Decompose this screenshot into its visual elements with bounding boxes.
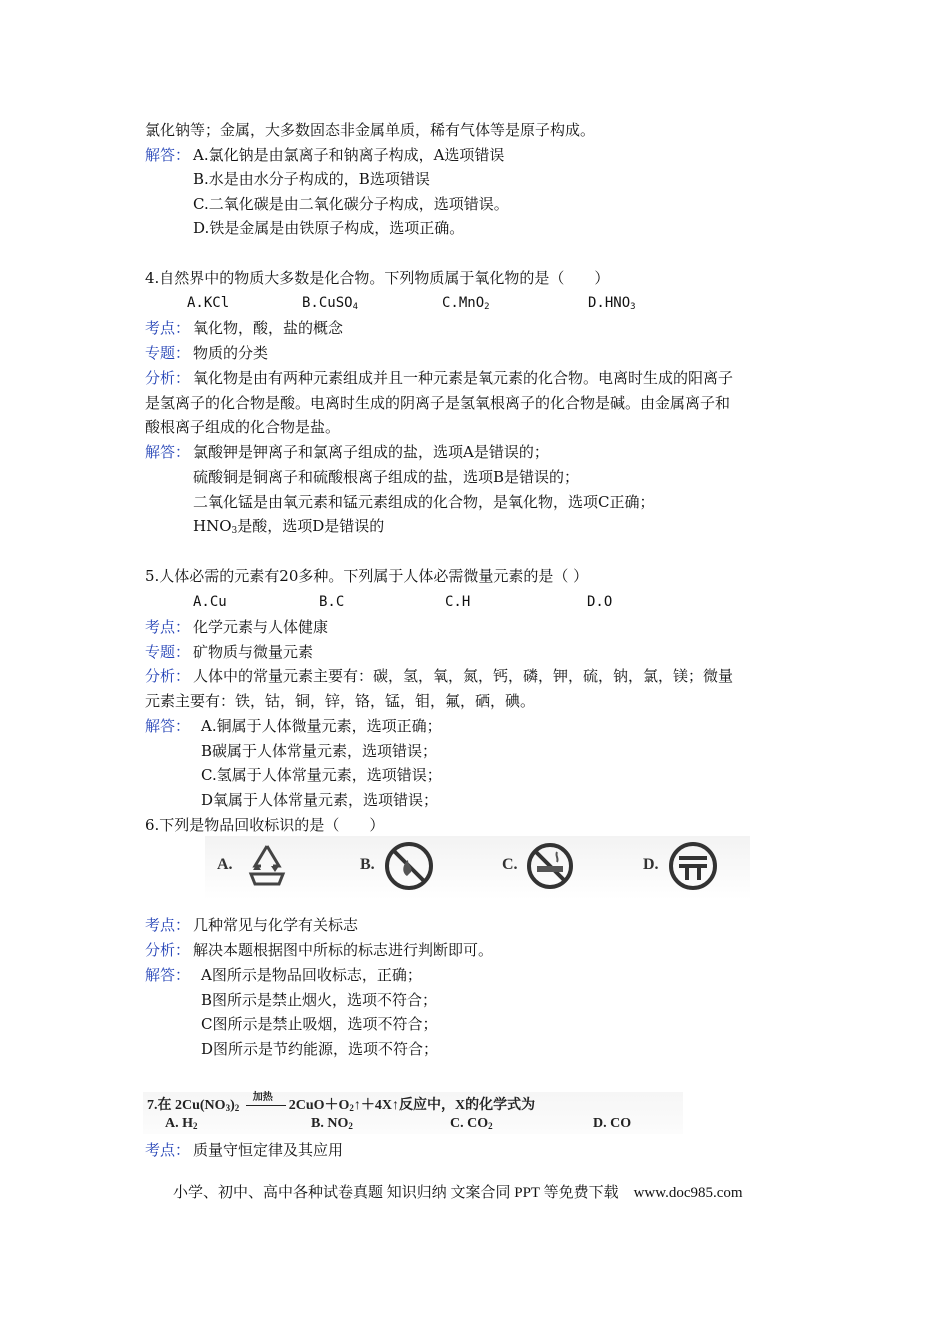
q5-answer-line-1: A.铜属于人体微量元素，选项正确； [201, 717, 442, 735]
q6-kaodian: 几种常见与化学有关标志 [193, 916, 359, 934]
q4-analysis-line-1: 氧化物是由有两种元素组成并且一种元素是氧元素的化合物。电离时生成的阳离子 [193, 369, 734, 387]
fig-letter-b: B. [360, 856, 375, 873]
q5-answer-line-4: D氧属于人体常量元素，选项错误； [201, 791, 439, 809]
answer-line-c: C.二氧化碳是由二氧化碳分子构成，选项错误。 [193, 195, 509, 213]
no-fire-icon [383, 840, 435, 892]
q4-answer-label: 解答： [145, 443, 191, 461]
answer-line-a: A.氯化钠是由氯离子和钠离子构成，A选项错误 [193, 146, 505, 164]
q4-option-d: $D.HNO_3$ [588, 295, 636, 312]
page-footer: 小学、初中、高中各种试卷真题 知识归纳 文案合同 PPT 等免费下载 www.doc985.com [173, 1185, 743, 1201]
q5-answer-line-3: C.氢属于人体常量元素，选项错误； [201, 766, 442, 784]
answer-label: 解答： [145, 146, 191, 164]
q4-zhuanti: 物质的分类 [193, 344, 269, 362]
q6-kaodian-label: 考点： [145, 916, 191, 934]
answer-line-b: B.水是由水分子构成的，B选项错误 [193, 170, 430, 188]
q6-stem: 6.下列是物品回收标识的是（ ） [145, 816, 385, 834]
q6-analysis-label: 分析： [145, 941, 191, 959]
q5-kaodian: 化学元素与人体健康 [193, 618, 329, 636]
fig-letter-a: A. [217, 856, 233, 873]
q6-answer-line-3: C图所示是禁止吸烟，选项不符合； [201, 1015, 438, 1033]
recycle-icon [243, 840, 291, 892]
q4-zhuanti-label: 专题： [145, 344, 191, 362]
q7-stem: 7.在 $2Cu(NO_3)_2$ 加热 $2CuO+O_2↑+4X↑$反应中，X的化学式为 [147, 1094, 535, 1114]
q5-analysis-label: 分析： [145, 667, 191, 685]
q5-option-b: B.C [319, 594, 345, 610]
q7-option-c: C. $CO_2$ [450, 1116, 493, 1131]
q7-kaodian-label: 考点： [145, 1141, 191, 1159]
q4-answer-line-1: 氯酸钾是钾离子和氯离子组成的盐，选项A是错误的； [193, 443, 549, 461]
q6-answer-line-4: D图所示是节约能源，选项不符合； [201, 1040, 439, 1058]
answer-line-d: D.铁是金属是由铁原子构成，选项正确。 [193, 219, 465, 237]
q7-option-d: D. CO [593, 1116, 632, 1131]
q4-option-a: A.KCl [187, 295, 230, 311]
q4-answer-line-2: 硫酸铜是铜离子和硫酸根离子组成的盐，选项B是错误的； [193, 468, 580, 486]
q6-sign-figure [205, 836, 750, 900]
heat-label: 加热 [252, 1092, 273, 1103]
q5-option-c: C.H [445, 594, 471, 610]
q4-answer-line-3: 二氧化锰是由氧元素和锰元素组成的化合物，是氧化物，选项C正确； [193, 493, 655, 511]
q4-analysis-label: 分析： [145, 369, 191, 387]
q5-option-a: A.Cu [193, 594, 227, 610]
analysis-continuation: 氯化钠等；金属，大多数固态非金属单质，稀有气体等是原子构成。 [145, 121, 596, 139]
q5-kaodian-label: 考点： [145, 618, 191, 636]
fig-letter-c: C. [502, 856, 518, 873]
q6-answer-line-2: B图所示是禁止烟火，选项不符合； [201, 991, 438, 1009]
q6-answer-label: 解答： [145, 966, 191, 984]
q5-stem: 5.人体必需的元素有20多种。下列属于人体必需微量元素的是（ ） [145, 567, 589, 585]
q7-kaodian: 质量守恒定律及其应用 [193, 1141, 344, 1159]
q7-option-a: A. $H_2$ [165, 1116, 198, 1131]
q4-analysis-line-2: 是氢离子的化合物是酸。电离时生成的阴离子是氢氧根离子的化合物是碱。由金属离子和 [145, 394, 731, 412]
q5-answer-line-2: B碳属于人体常量元素，选项错误； [201, 742, 438, 760]
q5-analysis-line-1: 人体中的常量元素主要有：碳，氢，氧，氮，钙，磷，钾，硫，钠，氯，镁；微量 [193, 667, 734, 685]
q6-analysis: 解决本题根据图中所标的标志进行判断即可。 [193, 941, 494, 959]
q5-option-d: D.O [587, 594, 613, 610]
q5-zhuanti: 矿物质与微量元素 [193, 643, 314, 661]
q4-option-b: B.CuSO$_4$ [302, 295, 358, 312]
q4-option-c: C.MnO$_2$ [442, 295, 490, 312]
no-smoking-icon [525, 840, 575, 892]
q4-stem: 4.自然界中的物质大多数是化合物。下列物质属于氧化物的是（ ） [145, 269, 610, 287]
q4-kaodian-label: 考点： [145, 319, 191, 337]
q6-answer-line-1: A图所示是物品回收标志，正确； [201, 966, 422, 984]
q7-option-b: B. $NO_2$ [311, 1116, 353, 1131]
energy-saving-icon [667, 840, 719, 892]
q4-kaodian: 氧化物，酸，盐的概念 [193, 319, 344, 337]
q4-analysis-line-3: 酸根离子组成的化合物是盐。 [145, 418, 341, 436]
fig-letter-d: D. [643, 856, 659, 873]
q5-analysis-line-2: 元素主要有：铁，钴，铜，锌，铬，锰，钼，氟，硒，碘。 [145, 692, 536, 710]
q5-zhuanti-label: 专题： [145, 643, 191, 661]
q4-answer-line-4: $HNO_3$是酸，选项D是错误的 [193, 517, 385, 536]
q7-scanned-question [143, 1092, 683, 1134]
q5-answer-label: 解答： [145, 717, 191, 735]
